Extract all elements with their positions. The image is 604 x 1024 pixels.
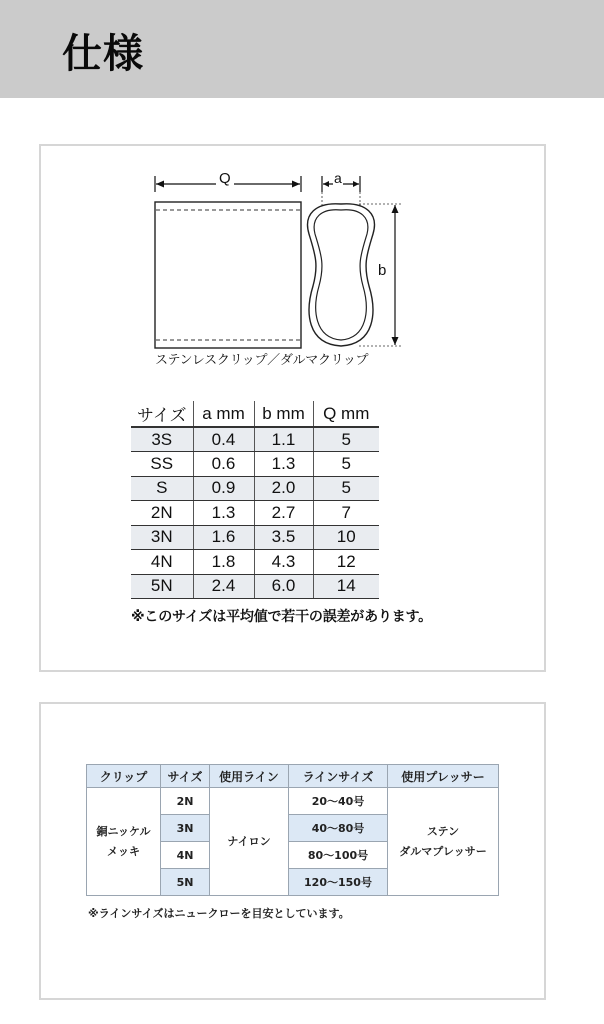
page-header [0,0,604,98]
column-header-clip: クリップ [87,765,161,788]
cell-size: 3S [131,427,193,452]
column-header-a: a mm [193,401,254,427]
cell-a: 1.8 [193,550,254,575]
dimension-q-label: Q [216,170,234,187]
table-header-row [87,765,499,788]
cell-line-size: 120～150号 [289,869,388,896]
table-header-row [131,401,379,427]
table-row [131,452,379,477]
cell-b: 1.3 [254,452,313,477]
table-row [131,427,379,452]
dimension-a-label: a [334,170,342,186]
line-table-note: ※ラインサイズはニュークローを目安としています。 [88,907,350,920]
cell-size: 5N [131,574,193,599]
cell-size: 4N [131,550,193,575]
spec-table-note: ※このサイズは平均値で若干の誤差があります。 [131,609,432,625]
cell-size: S [131,476,193,501]
cell-size: 2N [131,501,193,526]
dimension-b-label: b [375,262,389,279]
cell-size: 3N [161,815,210,842]
column-header-b: b mm [254,401,313,427]
cell-line-size: 40～80号 [289,815,388,842]
clip-material-line-2: メッキ [107,844,140,858]
cell-size: 3N [131,525,193,550]
cell-size: SS [131,452,193,477]
cell-b: 1.1 [254,427,313,452]
cell-a: 0.6 [193,452,254,477]
cell-a: 1.3 [193,501,254,526]
cell-a: 0.9 [193,476,254,501]
column-header-size: サイズ [161,765,210,788]
table-row [131,525,379,550]
cell-size: 5N [161,869,210,896]
cell-q: 7 [313,501,379,526]
cell-presser [388,788,499,896]
cell-line-size: 20～40号 [289,788,388,815]
presser-line-2: ダルマプレッサー [399,844,487,858]
table-row [131,476,379,501]
cell-q: 5 [313,452,379,477]
size-spec-table [131,401,379,599]
cell-a: 1.6 [193,525,254,550]
line-compat-panel [39,702,546,1000]
cell-q: 10 [313,525,379,550]
cell-q: 5 [313,427,379,452]
diagram-caption: ステンレスクリップ／ダルマクリップ [155,353,369,368]
cell-size: 4N [161,842,210,869]
page-title: 仕様 [62,31,144,77]
cell-b: 2.7 [254,501,313,526]
column-header-q: Q mm [313,401,379,427]
table-row [131,550,379,575]
cell-b: 6.0 [254,574,313,599]
cell-a: 0.4 [193,427,254,452]
cell-a: 2.4 [193,574,254,599]
cell-b: 3.5 [254,525,313,550]
cell-q: 12 [313,550,379,575]
line-compat-table [86,764,499,896]
clip-diagram [141,166,411,371]
cell-clip-material [87,788,161,896]
cell-b: 4.3 [254,550,313,575]
spec-panel [39,144,546,672]
cell-b: 2.0 [254,476,313,501]
presser-line-1: ステン [426,824,460,838]
column-header-line-size: ラインサイズ [289,765,388,788]
column-header-size: サイズ [131,401,193,427]
column-header-presser: 使用プレッサー [388,765,499,788]
cell-size: 2N [161,788,210,815]
cell-line-size: 80～100号 [289,842,388,869]
cell-q: 14 [313,574,379,599]
cell-q: 5 [313,476,379,501]
table-row [131,501,379,526]
table-row [131,574,379,599]
table-row [87,788,499,815]
cell-line-type: ナイロン [210,788,289,896]
clip-material-line-1: 銅ニッケル [96,824,151,838]
clip-drawing-icon [141,166,411,371]
column-header-line: 使用ライン [210,765,289,788]
